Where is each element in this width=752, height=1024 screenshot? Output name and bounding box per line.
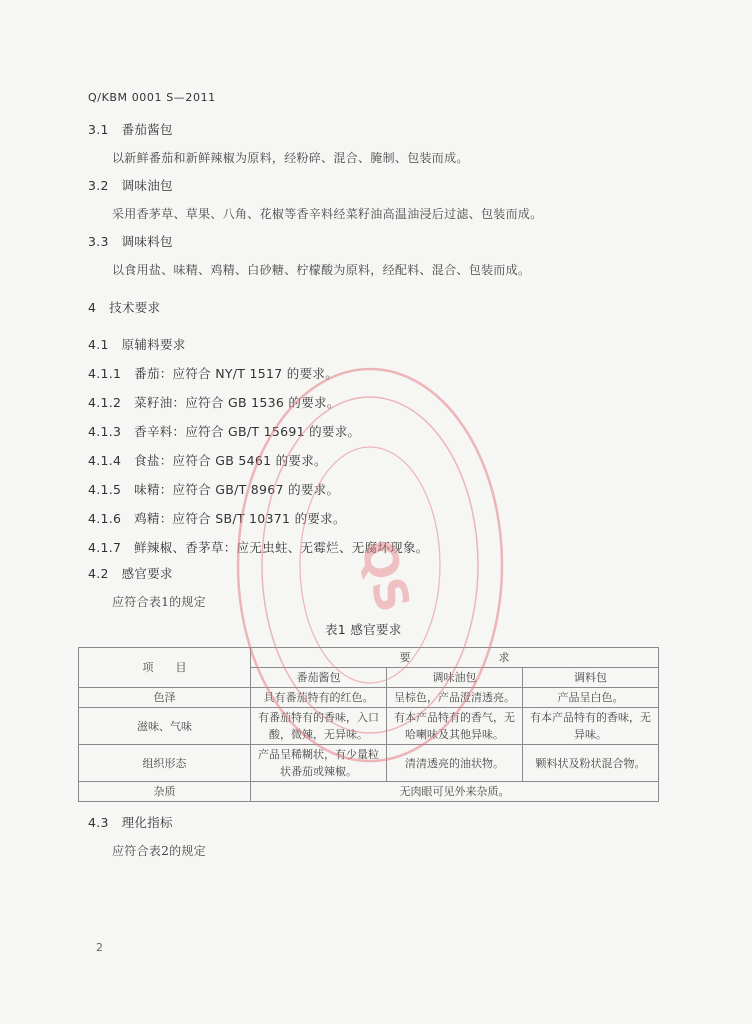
section-4-3-body: 应符合表2的规定 <box>112 844 207 858</box>
section-3-1-body: 以新鲜番茄和新鲜辣椒为原料，经粉碎、混合、腌制、包装而成。 <box>112 151 469 165</box>
table-cell: 具有番茄特有的红色。 <box>251 688 387 708</box>
requirement-item <box>88 540 429 556</box>
row-label: 组织形态 <box>79 745 251 782</box>
section-4-3-heading <box>88 815 173 831</box>
item-number: 4.1.3 <box>88 424 122 439</box>
column-header: 调味油包 <box>387 668 523 688</box>
item-number: 4.1.5 <box>88 482 122 497</box>
table-cell: 有本产品特有的香气，无哈喇味及其他异味。 <box>387 708 523 745</box>
table-cell: 产品呈白色。 <box>523 688 659 708</box>
section-number: 4.1 <box>88 337 109 352</box>
table-row <box>79 745 659 782</box>
requirement-item <box>88 424 360 440</box>
section-title: 调味料包 <box>121 234 173 249</box>
section-4-1-heading <box>88 337 186 353</box>
table-cell: 有本产品特有的香味，无异味。 <box>523 708 659 745</box>
requirement-item <box>88 511 346 527</box>
requirement-item <box>88 366 338 382</box>
section-title: 调味油包 <box>121 178 173 193</box>
section-number: 4.3 <box>88 815 109 830</box>
item-text: 食盐：应符合 GB 5461 的要求。 <box>134 453 327 468</box>
table-cell: 无肉眼可见外来杂质。 <box>251 782 659 802</box>
section-number: 3.2 <box>88 178 109 193</box>
section-title: 理化指标 <box>121 815 173 830</box>
section-title: 番茄酱包 <box>121 122 173 137</box>
header-item-cell: 项 目 <box>79 648 251 688</box>
column-header: 番茄酱包 <box>251 668 387 688</box>
section-title: 原辅料要求 <box>121 337 186 352</box>
table-cell: 有番茄特有的香味，入口酸，微辣，无异味。 <box>251 708 387 745</box>
section-3-3-heading <box>88 234 173 250</box>
section-3-2-heading <box>88 178 173 194</box>
table-row <box>79 782 659 802</box>
row-label: 色泽 <box>79 688 251 708</box>
section-number: 4 <box>88 300 97 315</box>
item-text: 鲜辣椒、香茅草：应无虫蛀、无霉烂、无腐坏现象。 <box>134 540 429 555</box>
row-label: 滋味、气味 <box>79 708 251 745</box>
requirement-item <box>88 395 340 411</box>
table-cell: 呈棕色，产品澄清透亮。 <box>387 688 523 708</box>
requirement-item <box>88 482 339 498</box>
section-number: 3.3 <box>88 234 109 249</box>
item-text: 菜籽油：应符合 GB 1536 的要求。 <box>134 395 340 410</box>
item-text: 鸡精：应符合 SB/T 10371 的要求。 <box>134 511 346 526</box>
svg-text:QS: QS <box>350 533 421 618</box>
table-cell: 清清透亮的油状物。 <box>387 745 523 782</box>
item-number: 4.1.6 <box>88 511 122 526</box>
item-number: 4.1.4 <box>88 453 122 468</box>
section-number: 3.1 <box>88 122 109 137</box>
section-4-heading <box>88 300 160 316</box>
page-number: 2 <box>96 941 104 954</box>
document-code: Q/KBM 0001 S—2011 <box>88 91 216 104</box>
table-row <box>79 708 659 745</box>
item-number: 4.1.7 <box>88 540 122 555</box>
column-header: 调料包 <box>523 668 659 688</box>
section-3-2-body: 采用香茅草、草果、八角、花椒等香辛料经菜籽油高温油浸后过滤、包装而成。 <box>112 207 543 221</box>
table-row <box>79 688 659 708</box>
row-label: 杂质 <box>79 782 251 802</box>
section-4-2-heading <box>88 566 173 582</box>
header-requirement-cell: 要 求 <box>251 648 659 668</box>
item-text: 番茄：应符合 NY/T 1517 的要求。 <box>134 366 339 381</box>
item-number: 4.1.1 <box>88 366 122 381</box>
item-text: 香辛料：应符合 GB/T 15691 的要求。 <box>134 424 361 439</box>
requirement-item <box>88 453 327 469</box>
table-cell: 颗料状及粉状混合物。 <box>523 745 659 782</box>
item-text: 味精：应符合 GB/T 8967 的要求。 <box>134 482 340 497</box>
item-number: 4.1.2 <box>88 395 122 410</box>
table-caption: 表1 感官要求 <box>325 622 402 637</box>
sensory-requirements-table <box>78 647 659 802</box>
table-cell: 产品呈稀糊状，有少量粒状番茄或辣椒。 <box>251 745 387 782</box>
section-number: 4.2 <box>88 566 109 581</box>
section-title: 技术要求 <box>109 300 161 315</box>
section-3-3-body: 以食用盐、味精、鸡精、白砂糖、柠檬酸为原料，经配料、混合、包装而成。 <box>112 263 531 277</box>
table-header-row <box>79 648 659 668</box>
section-title: 感官要求 <box>121 566 173 581</box>
section-3-1-heading <box>88 122 173 138</box>
section-4-2-body: 应符合表1的规定 <box>112 595 207 609</box>
